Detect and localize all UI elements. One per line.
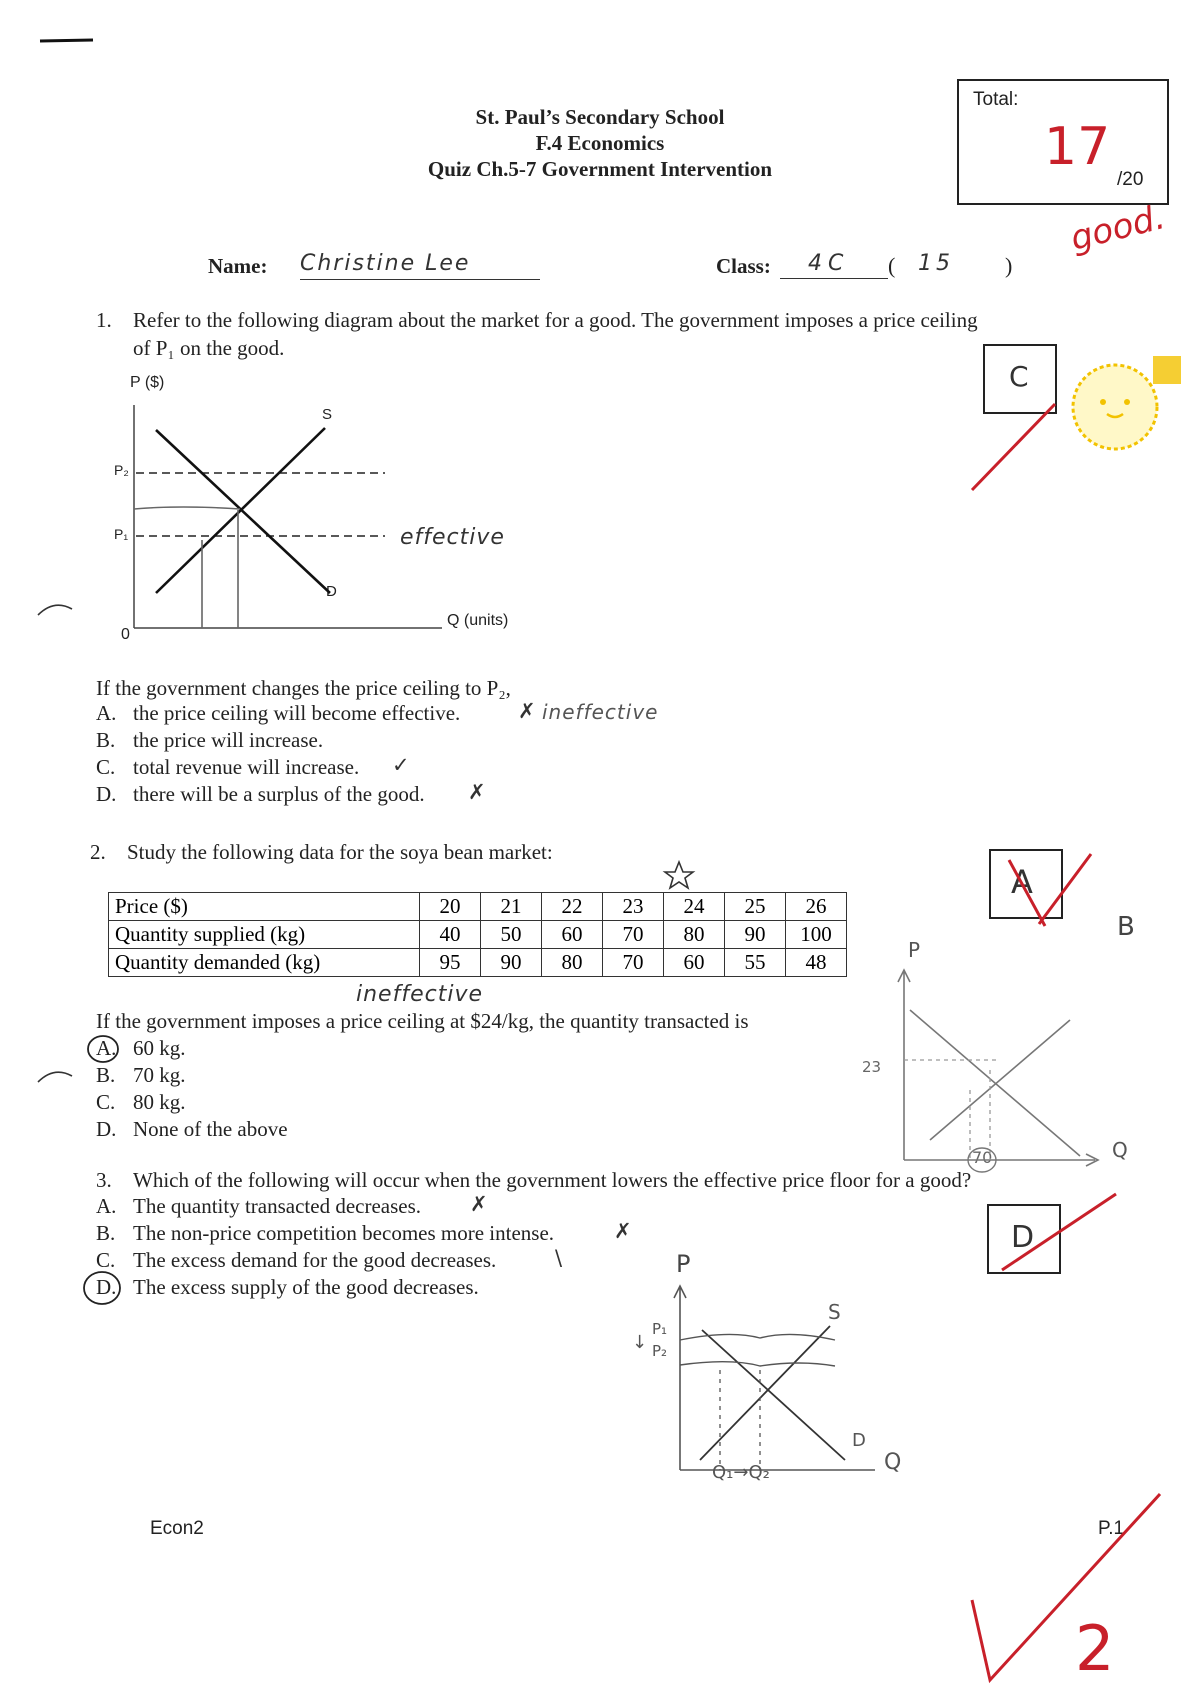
table-cell: 25 — [725, 893, 786, 921]
table-cell: 24 — [664, 893, 725, 921]
q2-option-d-text: None of the above — [133, 1117, 288, 1141]
q2-option-d-letter: D. — [96, 1117, 117, 1141]
q1-diagram — [120, 395, 460, 635]
stray-mark — [38, 36, 98, 46]
course-name: F.4 Economics — [535, 131, 665, 155]
score-out-of: /20 — [1117, 169, 1144, 190]
q1-option-a-letter: A. — [96, 701, 117, 725]
score-label: Total: — [973, 89, 1019, 110]
table-cell: 40 — [420, 921, 481, 949]
student-class: 4C — [780, 251, 888, 279]
margin-mark — [36, 597, 76, 617]
q2-stem: If the government imposes a price ceiling at $24/kg, the quantity transacted is — [96, 1009, 749, 1033]
number-close: ) — [1005, 253, 1013, 278]
q1-text-line2: of P₁ on the good. — [133, 336, 285, 360]
q3-sketch-y-label: P — [676, 1250, 691, 1278]
table-row — [109, 921, 847, 949]
table-row — [109, 893, 847, 921]
q2-number: 2. — [90, 840, 106, 864]
footer-code: Econ2 — [150, 1518, 204, 1539]
q3-sketch-q-change: Q₁→Q₂ — [712, 1462, 770, 1483]
q1-option-a-text: the price ceiling will become effective. — [133, 701, 461, 725]
table-cell: 50 — [481, 921, 542, 949]
q1-supply-label: S — [322, 406, 333, 423]
q2-option-a-letter: A. — [96, 1036, 117, 1060]
q3-option-c-mark: \ — [555, 1246, 563, 1270]
q3-text: Which of the following will occur when the government lowers the effective price floor for a good? — [133, 1168, 972, 1192]
q1-p1-label: P₁ — [114, 526, 129, 542]
q2-sketch-demand — [910, 1010, 1080, 1156]
q1-option-c-text: total revenue will increase. — [133, 755, 360, 779]
quiz-title: Quiz Ch.5-7 Government Intervention — [427, 157, 773, 181]
q1-text-line1: Refer to the following diagram about the market for a good. The government imposes a price ceiling — [133, 308, 978, 332]
q1-p2-label: P₂ — [114, 462, 129, 478]
q1-option-c-letter: C. — [96, 755, 116, 779]
table-cell: 95 — [420, 949, 481, 977]
q3-option-d-letter: D. — [96, 1275, 117, 1299]
table-cell: 90 — [725, 921, 786, 949]
q2-sketch-y-label: P — [908, 938, 921, 962]
table-cell: 80 — [664, 921, 725, 949]
class-label: Class: — [716, 254, 771, 278]
table-cell: 48 — [786, 949, 847, 977]
q2-answer: A — [1011, 863, 1033, 901]
table-cell: 55 — [725, 949, 786, 977]
margin-mark — [36, 1064, 76, 1084]
q3-sketch-supply: S — [828, 1300, 841, 1324]
q3-sketch-arrow: ↓ — [632, 1332, 648, 1353]
page-score: 2 — [1075, 1612, 1115, 1685]
q3-sketch-demand-line — [702, 1330, 845, 1460]
table-cell: 22 — [542, 893, 603, 921]
table-cell: 26 — [786, 893, 847, 921]
school-name: St. Paul’s Secondary School — [475, 105, 725, 129]
q3-answer: D — [1011, 1220, 1035, 1255]
q1-number: 1. — [96, 308, 112, 332]
q3-option-a-mark: ✗ — [470, 1192, 488, 1216]
q2-option-a-text: 60 kg. — [133, 1036, 186, 1060]
q2-option-c-text: 80 kg. — [133, 1090, 186, 1114]
star-icon — [664, 860, 694, 890]
table-cell: 70 — [603, 949, 664, 977]
q2-sketch-qty: 70 — [972, 1148, 993, 1167]
q1-effective-note: effective — [400, 525, 505, 550]
number-open: ( — [888, 253, 896, 278]
table-cell: 100 — [786, 921, 847, 949]
q1-y-axis-label: P ($) — [130, 374, 165, 391]
q1-option-b-text: the price will increase. — [133, 728, 324, 752]
table-cell: 21 — [481, 893, 542, 921]
q3-option-b-letter: B. — [96, 1221, 116, 1245]
q3-option-d-text: The excess supply of the good decreases. — [133, 1275, 479, 1299]
q1-origin-label: 0 — [121, 626, 130, 643]
q3-option-b-mark: ✗ — [614, 1219, 632, 1243]
page-tick-mark — [970, 1490, 1170, 1690]
q1-tick-mark — [970, 400, 1060, 492]
table-cell: 70 — [603, 921, 664, 949]
q3-option-a-text: The quantity transacted decreases. — [133, 1194, 422, 1218]
q3-option-c-text: The excess demand for the good decreases. — [133, 1248, 497, 1272]
q3-sketch — [670, 1280, 890, 1480]
table-cell: 20 — [420, 893, 481, 921]
score-mark: 17 — [1044, 117, 1111, 177]
q1-option-b-letter: B. — [96, 728, 116, 752]
q2-option-b-letter: B. — [96, 1063, 116, 1087]
q3-option-a-letter: A. — [96, 1194, 117, 1218]
q2-row-label-price: Price ($) — [109, 893, 420, 921]
q3-sketch-p1: P₁ — [652, 1320, 668, 1338]
footer-page: P.1 — [1098, 1518, 1125, 1539]
q2-ineffective-note: ineffective — [356, 982, 484, 1007]
q1-option-a-mark: ✗ — [518, 699, 536, 723]
q3-option-c-letter: C. — [96, 1248, 116, 1272]
q1-option-c-mark: ✓ — [392, 753, 410, 777]
q2-data-table — [108, 892, 847, 977]
q2-sketch-price: 23 — [862, 1058, 882, 1076]
q2-row-label-demanded: Quantity demanded (kg) — [109, 949, 420, 977]
q2-sketch-supply — [930, 1020, 1070, 1140]
q3-sketch-demand: D — [852, 1430, 866, 1451]
q3-sketch-p2: P₂ — [652, 1342, 668, 1360]
q3-tick-mark — [1000, 1190, 1120, 1280]
q1-option-d-letter: D. — [96, 782, 117, 806]
q3-circled-answer — [82, 1270, 122, 1306]
table-row — [109, 949, 847, 977]
q2-option-c-letter: C. — [96, 1090, 116, 1114]
q2-sketch-x-label: Q — [1112, 1138, 1128, 1162]
q1-option-d-mark: ✗ — [468, 780, 486, 804]
table-cell: 80 — [542, 949, 603, 977]
q1-x-axis-label: Q (units) — [447, 612, 509, 629]
q1-option-d-text: there will be a surplus of the good. — [133, 782, 425, 806]
name-label: Name: — [208, 254, 268, 278]
q2-sketch — [890, 960, 1120, 1170]
student-number: 15 — [918, 251, 954, 276]
q3-number: 3. — [96, 1168, 112, 1192]
q1-demand-label: D — [326, 583, 337, 600]
q1-option-a-note: ineffective — [542, 700, 659, 724]
table-cell: 23 — [603, 893, 664, 921]
table-cell: 60 — [542, 921, 603, 949]
student-name: Christine Lee — [300, 251, 540, 280]
table-cell: 60 — [664, 949, 725, 977]
table-cell: 90 — [481, 949, 542, 977]
q2-cross-mark — [1005, 850, 1095, 930]
q2-text: Study the following data for the soya bean market: — [127, 840, 553, 864]
q2-option-b-text: 70 kg. — [133, 1063, 186, 1087]
q2-circled-answer — [86, 1034, 120, 1064]
sticker-icon — [1065, 352, 1185, 457]
q2-row-label-supplied: Quantity supplied (kg) — [109, 921, 420, 949]
q3-option-b-text: The non-price competition becomes more intense. — [133, 1221, 555, 1245]
q1-stem: If the government changes the price ceiling to P₂, — [96, 676, 511, 700]
q1-answer: C — [1009, 360, 1029, 393]
teacher-comment: good. — [1066, 197, 1169, 259]
q3-sketch-x-label: Q — [884, 1450, 902, 1475]
q2-correction: B — [1117, 912, 1135, 942]
score-box — [957, 79, 1169, 205]
